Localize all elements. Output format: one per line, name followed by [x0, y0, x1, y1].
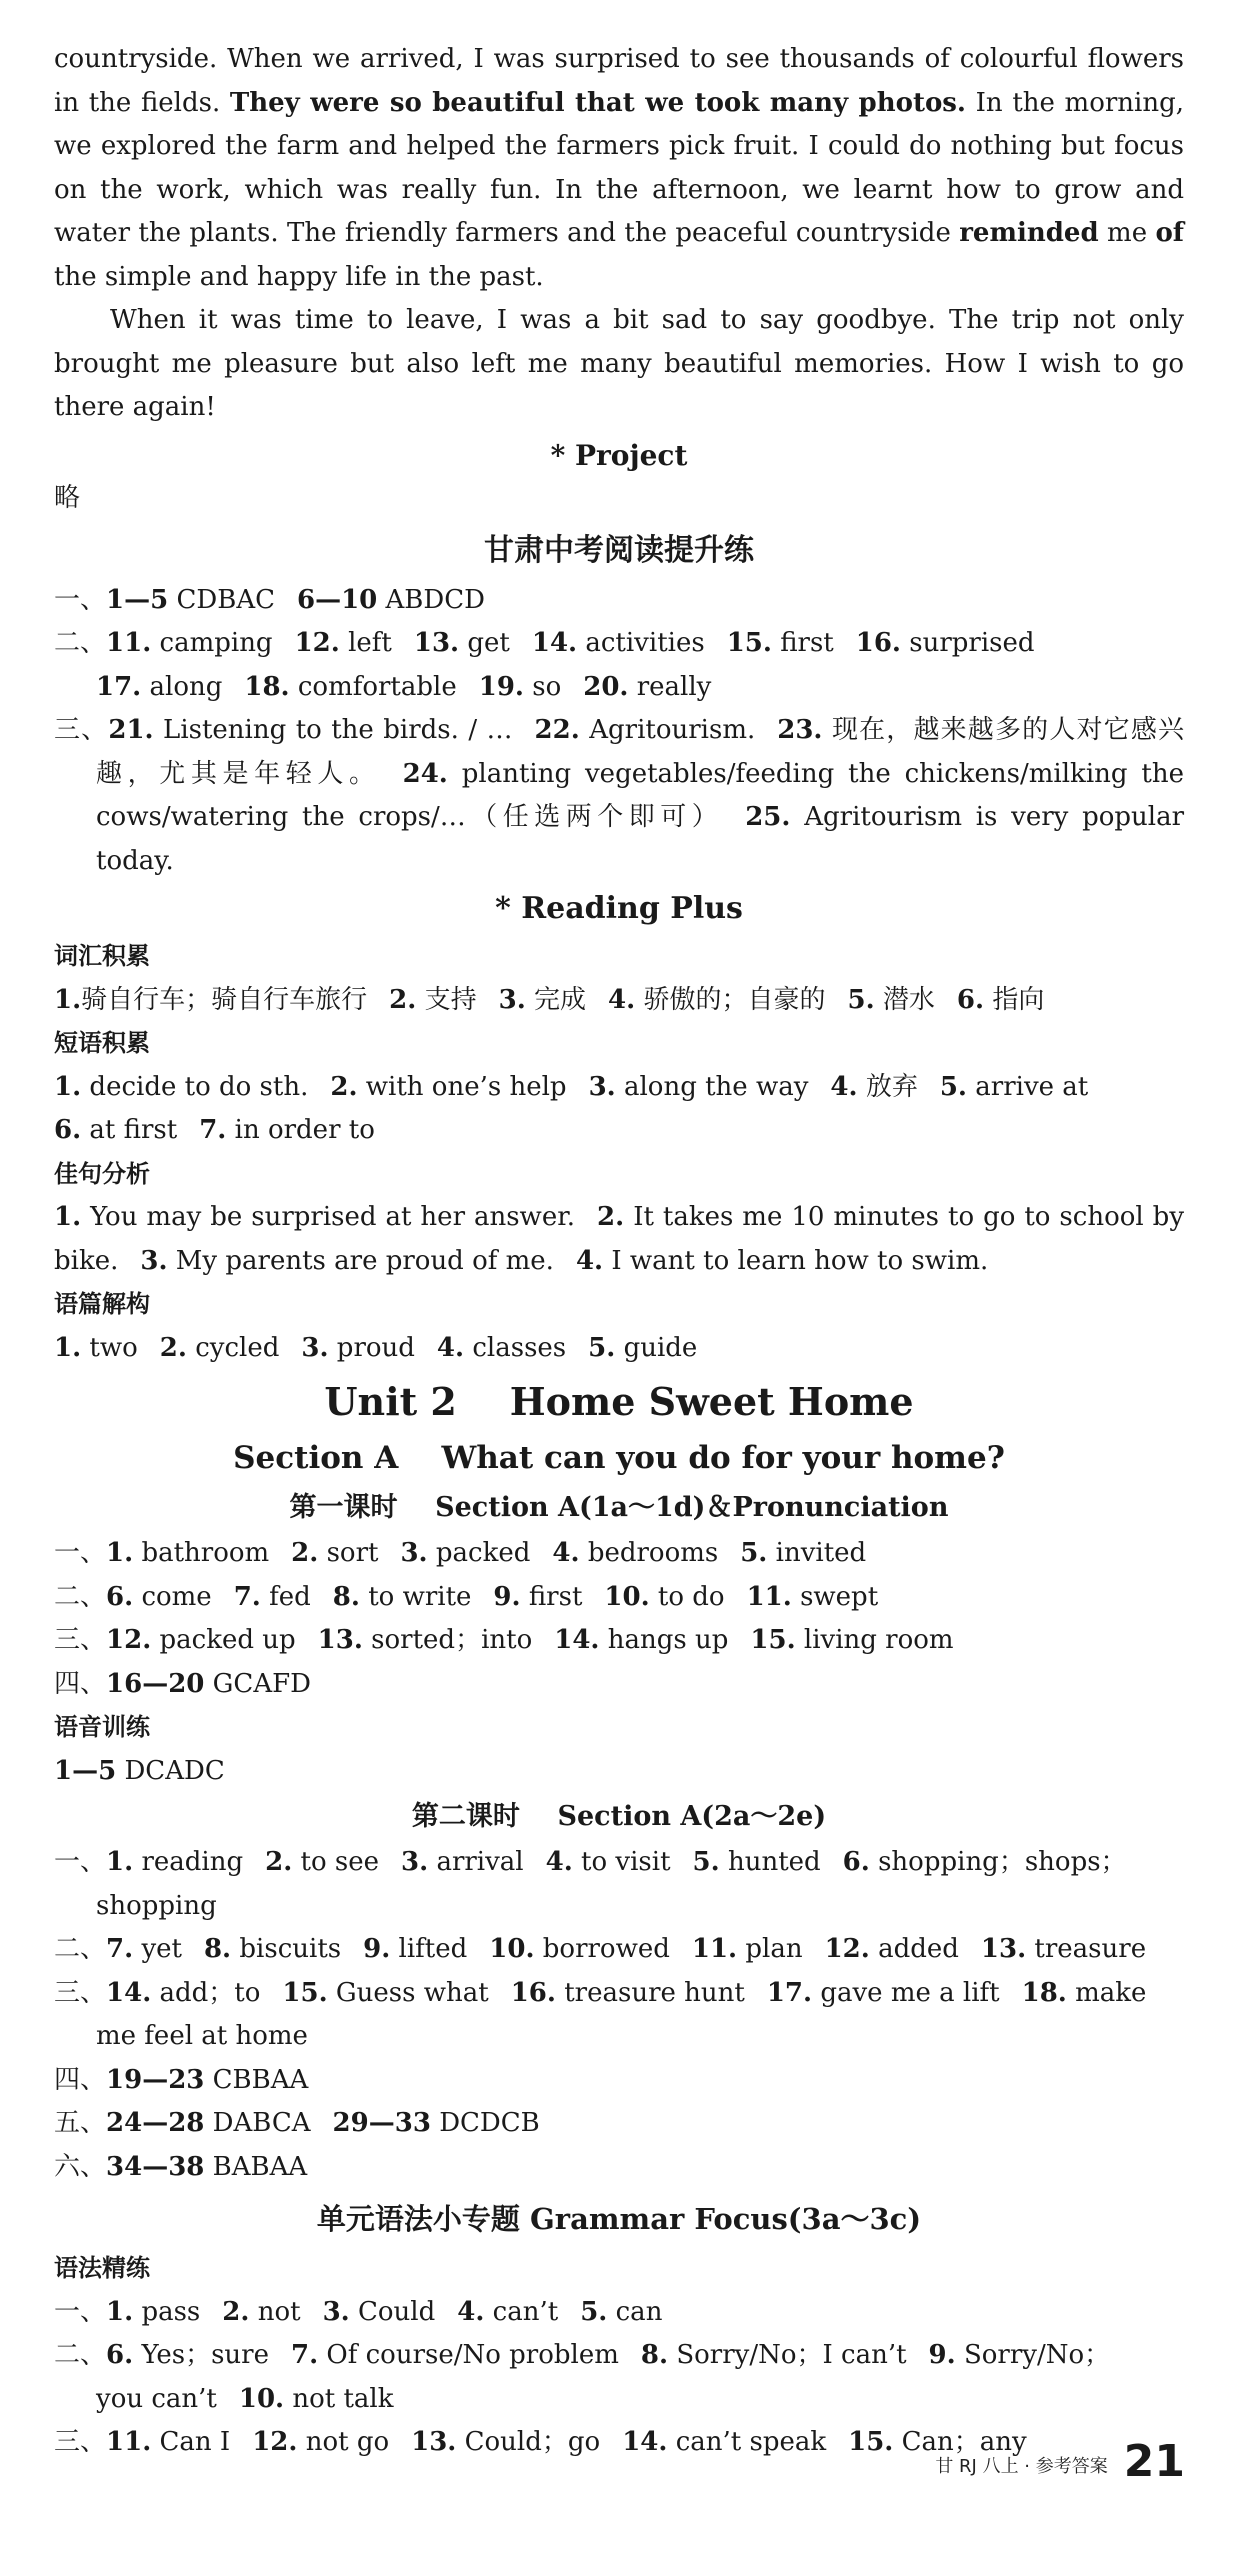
- answer-text: sort: [326, 1538, 379, 1568]
- question-number: 5.: [588, 1332, 616, 1363]
- question-number: 17.: [766, 1977, 813, 2008]
- question-number: 10.: [489, 1934, 535, 1964]
- answer-text: shopping；shops；: [878, 1847, 1127, 1877]
- answer-text: two: [89, 1332, 138, 1363]
- lesson2-row-1: [54, 1841, 1184, 1885]
- passage-bold-sentence: They were so beautiful that we took many photos.: [229, 87, 966, 118]
- question-number: 15.: [726, 628, 772, 658]
- answer-text: first: [780, 628, 834, 658]
- answer-text: first: [528, 1581, 583, 1612]
- answer-text: Sorry/No；: [963, 2340, 1111, 2370]
- question-number: 5.: [939, 1071, 967, 1102]
- row-prefix: 三、: [54, 1625, 107, 1655]
- answer-text: along the way: [623, 1071, 809, 1102]
- phrase-row-2: [54, 1109, 1184, 1153]
- question-number: 8.: [332, 1581, 360, 1612]
- row-prefix: 一、: [54, 1538, 107, 1568]
- answer-text: surprised: [909, 628, 1035, 658]
- answer-text: 骑自行车；骑自行车旅行: [81, 984, 368, 1015]
- lesson2-row-5: [54, 2102, 1184, 2146]
- question-number: 8.: [203, 1934, 232, 1964]
- answer-text: classes: [472, 1332, 567, 1363]
- question-number: 18.: [1021, 1977, 1067, 2008]
- passage-text: me: [1098, 218, 1156, 248]
- phrase-row-1: [54, 1066, 1184, 1110]
- question-number: 7.: [106, 1934, 134, 1964]
- answer-text: to write: [368, 1581, 472, 1612]
- answer-text: camping: [159, 628, 273, 658]
- answer-text: proud: [336, 1332, 415, 1363]
- reading-plus-title: * Reading Plus: [495, 891, 743, 926]
- question-number: 4.: [830, 1071, 858, 1102]
- question-number: 8.: [640, 2340, 669, 2370]
- answer-text: make: [1075, 1977, 1147, 2008]
- answer-text: to see: [300, 1847, 380, 1877]
- answer-text: living room: [803, 1625, 954, 1655]
- question-number: 21.: [108, 715, 154, 745]
- lesson2-row-3: [54, 1972, 1184, 2016]
- gansu-row-1: [54, 579, 1184, 623]
- lesson1-row-1: [54, 1532, 1184, 1576]
- question-number: 5.: [847, 984, 875, 1015]
- lesson2-row-3-cont: me feel at home: [96, 2021, 308, 2051]
- question-number: 11.: [106, 628, 152, 658]
- answer-text: not: [257, 2296, 301, 2327]
- answer-text: Listening to the birds. / …: [163, 715, 513, 745]
- lesson1-row-4: [54, 1663, 1184, 1707]
- row-prefix: 一、: [54, 1847, 107, 1877]
- row-prefix: 一、: [54, 2296, 107, 2327]
- row-prefix: 二、: [54, 2340, 107, 2370]
- passage-bold-word: of: [1155, 218, 1184, 248]
- row-prefix: 六、: [54, 2151, 107, 2182]
- passage-bold-word: reminded: [959, 218, 1099, 248]
- question-number: 1.: [106, 2296, 134, 2327]
- question-number: 2.: [291, 1538, 319, 1568]
- answer-text: guide: [623, 1332, 698, 1363]
- passage-text: countryside. When we arrived, I was surprised to see thousands of colourful flowers in the fields.: [54, 44, 1184, 118]
- answer-text: Can I: [159, 2427, 231, 2457]
- lesson1-row-3: [54, 1619, 1184, 1663]
- answer-text: Guess what: [335, 1977, 489, 2008]
- row-prefix: 四、: [54, 1668, 107, 1699]
- question-number: 6.: [106, 2340, 134, 2370]
- question-range: 34—38: [106, 2151, 205, 2182]
- answer-text: come: [141, 1581, 212, 1612]
- question-range: 24—28: [106, 2108, 205, 2138]
- answer-text: to visit: [581, 1847, 671, 1877]
- question-number: 19.: [478, 671, 524, 702]
- answer-text: not go: [305, 2427, 390, 2457]
- question-number: 4.: [575, 1245, 604, 1276]
- question-number: 14.: [554, 1625, 600, 1655]
- answer-text: BABAA: [212, 2151, 308, 2182]
- gansu-section-title: 甘肃中考阅读提升练: [484, 532, 754, 568]
- question-number: 18.: [244, 671, 290, 702]
- question-number: 1.: [54, 984, 82, 1015]
- question-number: 2.: [222, 2296, 250, 2327]
- answer-text: hunted: [727, 1847, 821, 1877]
- question-range: 29—33: [332, 2108, 431, 2138]
- answer-text: can: [615, 2296, 663, 2327]
- question-number: 16.: [855, 628, 901, 658]
- question-number: 15.: [848, 2427, 894, 2457]
- answer-text: hangs up: [607, 1625, 729, 1655]
- row-prefix: 五、: [54, 2108, 107, 2138]
- question-number: 5.: [580, 2296, 608, 2327]
- question-number: 12.: [294, 628, 340, 658]
- answer-text: planting vegetables/feeding the chickens/milking the cows/watering the crops/…（任选两个即可）: [96, 758, 1184, 832]
- answer-text: Agritourism.: [589, 715, 756, 745]
- structure-label: 语篇解构: [54, 1290, 150, 1318]
- question-number: 22.: [534, 715, 580, 745]
- unit-title: Unit 2 Home Sweet Home: [324, 1379, 914, 1424]
- question-number: 15.: [750, 1625, 796, 1655]
- phonetic-row: [54, 1750, 1184, 1794]
- answer-text: 指向: [992, 984, 1045, 1015]
- question-number: 6.: [54, 1115, 82, 1145]
- answer-text: 潜水: [882, 984, 935, 1015]
- lesson1-row-2: [54, 1576, 1184, 1620]
- answer-text: along: [149, 671, 223, 702]
- grammar-focus-title: 单元语法小专题 Grammar Focus(3a～3c): [316, 2202, 922, 2236]
- answer-text: treasure hunt: [564, 1977, 745, 2008]
- passage-text: the simple and happy life in the past.: [54, 261, 544, 292]
- answer-text: 完成: [534, 984, 587, 1015]
- question-number: 3.: [401, 1847, 429, 1877]
- answer-text: 放弃: [865, 1071, 918, 1102]
- answer-text: Can；any: [901, 2427, 1027, 2457]
- answer-text: swept: [800, 1581, 879, 1612]
- answer-text: plan: [745, 1934, 803, 1964]
- footer-book-label: 甘 RJ 八上 · 参考答案: [935, 2456, 1108, 2477]
- question-number: 12.: [106, 1625, 152, 1655]
- answer-text: reading: [141, 1847, 244, 1877]
- answer-text: in order to: [234, 1115, 375, 1145]
- row-prefix: 二、: [54, 628, 107, 658]
- answer-text: biscuits: [239, 1934, 342, 1964]
- question-number: 4.: [552, 1538, 580, 1568]
- question-range: 19—23: [106, 2064, 205, 2095]
- answer-text: left: [348, 628, 392, 658]
- question-number: 4.: [545, 1847, 573, 1877]
- row-prefix: 三、: [54, 2427, 107, 2457]
- answer-text: 支持: [424, 984, 477, 1015]
- question-number: 3.: [140, 1245, 168, 1276]
- answer-text: at first: [89, 1115, 178, 1145]
- question-number: 3.: [322, 2296, 350, 2327]
- question-range: 1—5: [54, 1755, 117, 1786]
- question-number: 1.: [54, 1202, 82, 1232]
- answer-text: It takes me 10 minutes to go to school by bike.: [54, 1202, 1185, 1276]
- question-number: 17.: [96, 671, 142, 702]
- section-a-title: Section A What can you do for your home?: [233, 1440, 1005, 1476]
- question-number: 7.: [199, 1115, 227, 1145]
- answer-text: get: [467, 628, 510, 658]
- question-number: 14.: [531, 628, 578, 658]
- answer-text: with one’s help: [365, 1071, 567, 1102]
- question-range: 1—5: [106, 584, 169, 615]
- gansu-row-2a: [54, 622, 1184, 666]
- answer-text: so: [532, 671, 562, 702]
- answer-text: CDBAC: [176, 584, 275, 615]
- question-number: 3.: [498, 984, 526, 1015]
- answer-text: gave me a lift: [820, 1977, 1000, 2008]
- answer-text: GCAFD: [212, 1668, 311, 1699]
- lesson2-row-1-cont: shopping: [96, 1890, 217, 1921]
- answer-text: treasure: [1034, 1934, 1147, 1964]
- answer-text: Sorry/No；I can’t: [676, 2340, 907, 2370]
- question-number: 6.: [956, 984, 985, 1015]
- answer-text: My parents are proud of me.: [175, 1245, 554, 1276]
- phonetic-label: 语音训练: [54, 1713, 150, 1741]
- answer-text: 现在，越来越多的人对它感兴趣，尤其是年轻人。: [96, 715, 1185, 789]
- answer-text: pass: [141, 2296, 201, 2327]
- sentence-rows: [54, 1196, 1184, 1283]
- answer-text: Could；go: [464, 2427, 601, 2457]
- question-number: 2.: [389, 984, 417, 1015]
- answer-text: not talk: [292, 2383, 394, 2414]
- grammar-practice-label: 语法精练: [54, 2254, 150, 2282]
- answer-text: DCDCB: [439, 2108, 540, 2138]
- question-number: 9.: [493, 1581, 521, 1612]
- answer-text: fed: [269, 1581, 311, 1612]
- question-number: 24.: [402, 758, 448, 789]
- question-number: 5.: [692, 1847, 720, 1877]
- answer-text: You may be surprised at her answer.: [90, 1202, 576, 1232]
- question-number: 2.: [265, 1847, 293, 1877]
- lesson2-row-2: [54, 1928, 1184, 1972]
- answer-text: bedrooms: [587, 1538, 719, 1568]
- answer-text: Of course/No problem: [326, 2340, 619, 2370]
- question-number: 10.: [238, 2383, 285, 2414]
- question-number: 14.: [622, 2427, 668, 2457]
- answer-text: yet: [141, 1934, 182, 1964]
- question-number: 9.: [928, 2340, 956, 2370]
- question-number: 1.: [106, 1847, 134, 1877]
- page-content: [54, 38, 1184, 2465]
- structure-row: [54, 1327, 1184, 1371]
- question-number: 14.: [106, 1977, 152, 2008]
- answer-text: borrowed: [542, 1934, 670, 1964]
- grammar-row-2: [54, 2334, 1184, 2378]
- question-number: 4.: [608, 984, 636, 1015]
- question-number: 10.: [604, 1581, 650, 1612]
- answer-text: packed: [435, 1538, 531, 1568]
- answer-text: really: [636, 671, 712, 702]
- answer-text: invited: [775, 1538, 867, 1568]
- gansu-row-2b: [54, 666, 1184, 710]
- answer-text: sorted；into: [371, 1625, 533, 1655]
- question-range: 16—20: [106, 1668, 205, 1699]
- question-number: 4.: [457, 2296, 485, 2327]
- question-number: 15.: [282, 1977, 328, 2008]
- question-number: 3.: [400, 1538, 428, 1568]
- question-number: 13.: [413, 628, 460, 658]
- passage-paragraph-1: [54, 38, 1184, 299]
- answer-text: activities: [585, 628, 705, 658]
- question-number: 7.: [233, 1581, 261, 1612]
- project-title: * Project: [550, 438, 688, 472]
- answer-text: decide to do sth.: [89, 1071, 309, 1102]
- question-number: 4.: [436, 1332, 465, 1363]
- question-number: 2.: [159, 1332, 187, 1363]
- lesson-2-title: 第二课时 Section A(2a～2e): [411, 1801, 827, 1832]
- answer-text: arrival: [436, 1847, 524, 1877]
- lesson2-row-4: [54, 2059, 1184, 2103]
- sentence-label: 佳句分析: [54, 1159, 150, 1188]
- answer-text: you can’t: [96, 2383, 217, 2414]
- question-number: 6.: [106, 1581, 134, 1612]
- answer-text: can’t: [492, 2296, 559, 2327]
- gansu-row-3: [54, 709, 1184, 883]
- vocab-label: 词汇积累: [54, 942, 150, 970]
- answer-text: Agritourism is very popular today.: [96, 802, 1185, 876]
- question-number: 16.: [510, 1977, 556, 2008]
- row-prefix: 四、: [54, 2064, 107, 2095]
- lesson-1-title: 第一课时 Section A(1a～1d)＆Pronunciation: [289, 1492, 949, 1523]
- question-number: 1.: [106, 1538, 134, 1568]
- passage-text: In the morning, we explored the farm and helped the farmers pick fruit. I could do nothing but focus on the work, which was really fun. In the afternoon, we learnt how to grow and water the plants. The friendly farmers and the peaceful countryside: [54, 87, 1184, 248]
- row-prefix: 三、: [54, 1977, 107, 2008]
- question-number: 2.: [330, 1071, 358, 1102]
- answer-text: bathroom: [141, 1538, 270, 1568]
- row-prefix: 一、: [54, 584, 107, 615]
- answer-text: Yes；sure: [141, 2340, 269, 2370]
- question-number: 12.: [824, 1934, 870, 1964]
- question-number: 7.: [290, 2340, 319, 2370]
- phrase-label: 短语积累: [54, 1029, 150, 1057]
- vocab-row: [54, 979, 1184, 1023]
- question-number: 11.: [106, 2427, 152, 2457]
- answer-text: CBBAA: [212, 2064, 309, 2095]
- row-prefix: 二、: [54, 1934, 107, 1964]
- question-number: 25.: [745, 802, 791, 832]
- passage-paragraph-2: When it was time to leave, I was a bit sad to say goodbye. The trip not only brought me pleasure but also left me many beautiful memories. How I wish to go there again!: [54, 305, 1184, 422]
- answer-text: I want to learn how to swim.: [611, 1245, 989, 1276]
- lesson2-row-6: [54, 2146, 1184, 2190]
- answer-text: add；to: [159, 1977, 261, 2008]
- question-number: 3.: [301, 1332, 329, 1363]
- question-number: 6.: [842, 1847, 870, 1877]
- question-number: 1.: [54, 1071, 82, 1102]
- answer-text: DABCA: [212, 2108, 311, 2138]
- row-prefix: 二、: [54, 1581, 107, 1612]
- question-number: 5.: [740, 1538, 768, 1568]
- question-number: 11.: [691, 1934, 738, 1964]
- question-number: 12.: [252, 2427, 298, 2457]
- question-range: 6—10: [296, 584, 378, 615]
- answer-text: DCADC: [124, 1755, 225, 1786]
- question-number: 2.: [597, 1202, 625, 1232]
- answer-text: lifted: [398, 1934, 468, 1964]
- answer-text: ABDCD: [385, 584, 485, 615]
- question-number: 20.: [583, 671, 629, 702]
- answer-text: Could: [357, 2296, 436, 2327]
- answer-text: comfortable: [297, 671, 457, 702]
- row-prefix: 三、: [54, 715, 109, 745]
- question-number: 9.: [363, 1934, 391, 1964]
- page-number: 21: [1123, 2436, 1185, 2487]
- answer-text: arrive at: [975, 1071, 1089, 1102]
- answer-text: packed up: [159, 1625, 296, 1655]
- question-number: 13.: [411, 2427, 457, 2457]
- answer-text: added: [878, 1934, 959, 1964]
- answer-text: to do: [657, 1581, 725, 1612]
- question-number: 11.: [746, 1581, 792, 1612]
- grammar-row-1: [54, 2291, 1184, 2335]
- question-number: 23.: [777, 715, 823, 745]
- answer-text: can’t speak: [675, 2427, 827, 2457]
- question-number: 1.: [54, 1332, 82, 1363]
- question-number: 3.: [588, 1071, 616, 1102]
- answer-text: cycled: [195, 1332, 280, 1363]
- answer-text: 骄傲的；自豪的: [643, 984, 826, 1015]
- grammar-row-2-cont: [54, 2378, 1184, 2422]
- project-answer: 略: [54, 483, 81, 513]
- question-number: 13.: [317, 1625, 363, 1655]
- question-number: 13.: [980, 1934, 1027, 1964]
